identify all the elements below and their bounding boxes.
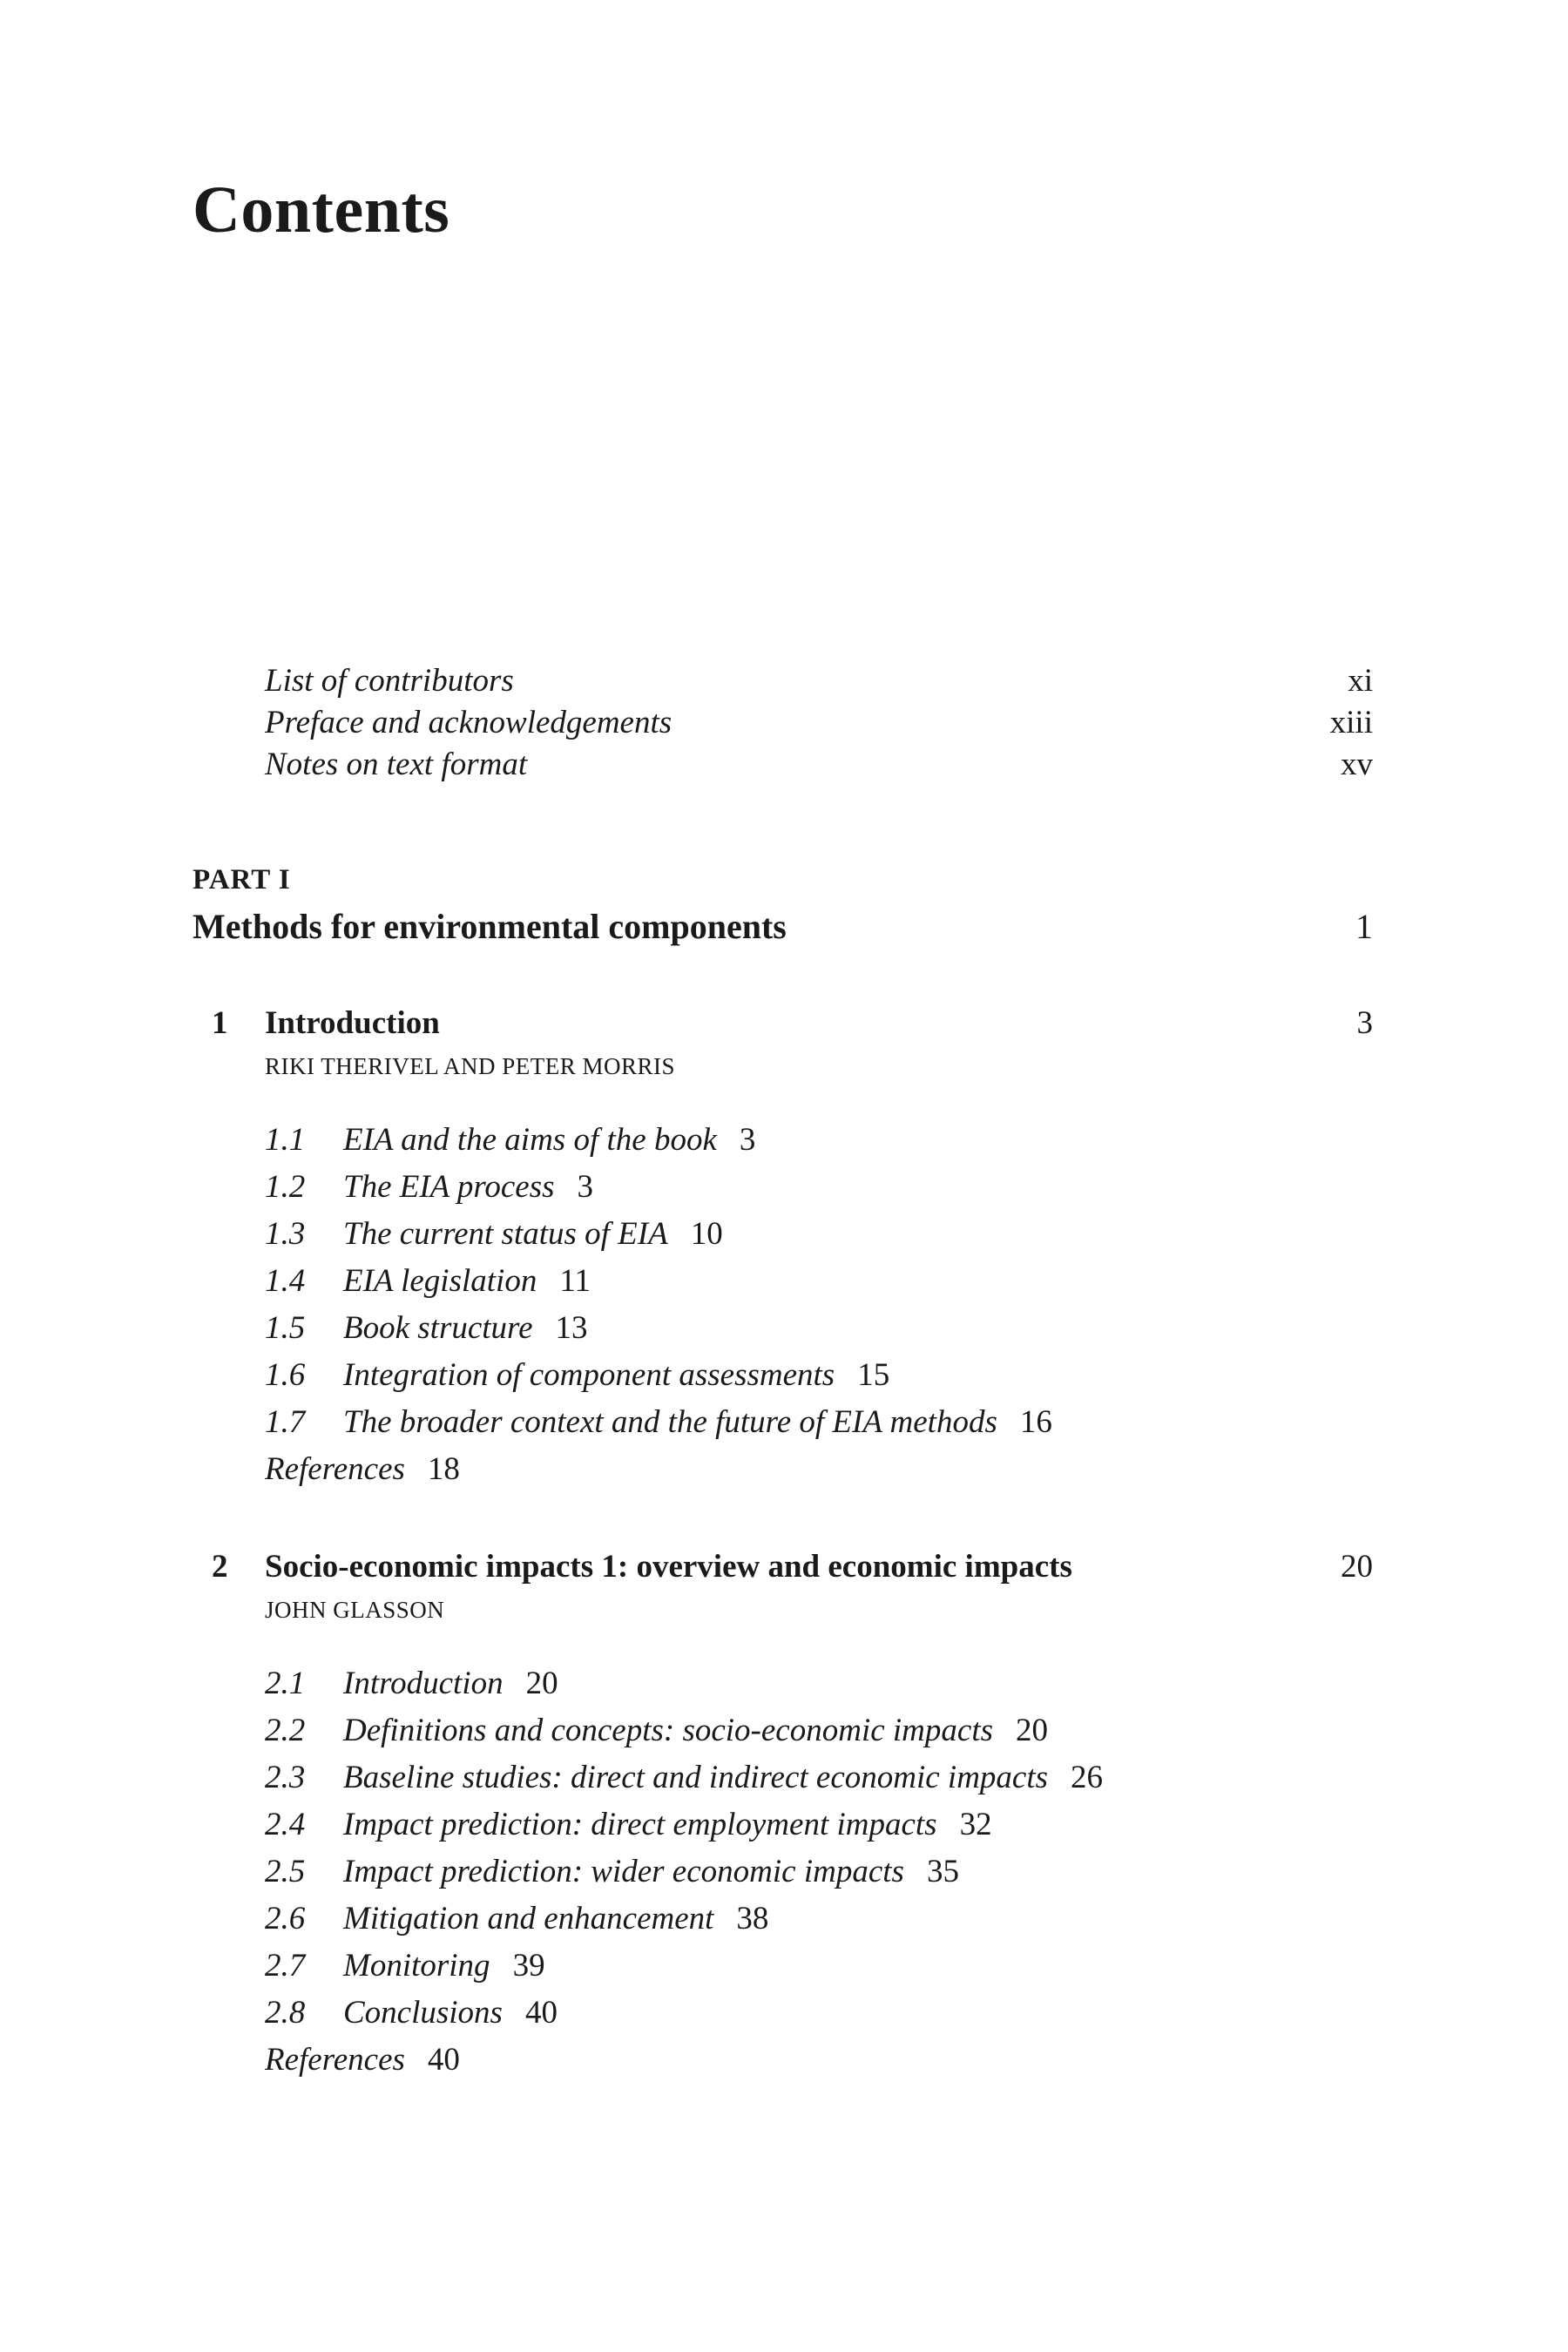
section-number: 2.7 (265, 1948, 306, 1984)
front-matter-item (265, 744, 1373, 786)
section-page: 10 (690, 1216, 723, 1252)
references-item (265, 1446, 1373, 1493)
part-label: PART I (193, 864, 291, 896)
section-list (265, 1660, 1373, 2084)
front-matter-item (265, 660, 1373, 702)
section-title: Impact prediction: direct employment impacts (343, 1807, 937, 1842)
chapter-heading (193, 1000, 1373, 1047)
section-title: Mitigation and enhancement (343, 1901, 714, 1936)
section-title: Introduction (343, 1666, 504, 1701)
section-title: Conclusions (343, 1995, 503, 2031)
section-page: 40 (524, 1995, 558, 2031)
section-item (265, 1399, 1373, 1446)
section-number: 1.7 (265, 1404, 306, 1440)
section-list (265, 1117, 1373, 1493)
front-matter-item (265, 702, 1373, 744)
section-item (265, 1754, 1373, 1801)
chapter-number: 1 (212, 1005, 228, 1041)
references-title: References (265, 2042, 405, 2078)
front-matter-label: Notes on text format (265, 747, 528, 782)
chapter-page: 20 (1341, 1549, 1373, 1585)
section-title: Integration of component assessments (343, 1357, 835, 1393)
section-title: Monitoring (343, 1948, 490, 1984)
references-item (265, 2037, 1373, 2084)
front-matter-label: List of contributors (265, 663, 514, 699)
section-page: 16 (1019, 1404, 1052, 1440)
section-item (265, 1896, 1373, 1943)
chapter-2 (193, 1544, 1373, 2084)
section-title: Book structure (343, 1310, 533, 1346)
section-item (265, 1164, 1373, 1211)
chapter-heading (193, 1544, 1373, 1591)
section-item (265, 1660, 1373, 1707)
section-number: 1.1 (265, 1122, 306, 1158)
chapter-authors: JOHN GLASSON (265, 1597, 445, 1623)
section-item (265, 1848, 1373, 1896)
section-title: The EIA process (343, 1169, 555, 1205)
section-title: The broader context and the future of EIA methods (343, 1404, 997, 1440)
front-matter-page: xiii (1329, 705, 1373, 740)
section-title: The current status of EIA (343, 1216, 668, 1252)
section-page: 15 (857, 1357, 890, 1393)
references-page: 18 (427, 1451, 460, 1487)
front-matter-page: xi (1348, 663, 1373, 699)
section-item (265, 1305, 1373, 1352)
section-page: 38 (736, 1901, 769, 1936)
front-matter-list (265, 660, 1373, 786)
section-item (265, 1990, 1373, 2037)
front-matter-label: Preface and acknowledgements (265, 705, 672, 740)
section-page: 11 (559, 1263, 591, 1299)
section-page: 3 (577, 1169, 594, 1205)
section-number: 2.3 (265, 1760, 306, 1795)
part-page: 1 (1355, 907, 1373, 946)
section-title: Baseline studies: direct and indirect economic impacts (343, 1760, 1049, 1795)
section-number: 2.2 (265, 1713, 306, 1748)
section-title: EIA and the aims of the book (343, 1122, 717, 1158)
page-title: Contents (193, 173, 450, 247)
section-number: 2.4 (265, 1807, 306, 1842)
section-page: 39 (512, 1948, 545, 1984)
section-number: 1.3 (265, 1216, 306, 1252)
section-item (265, 1801, 1373, 1848)
section-page: 13 (555, 1310, 588, 1346)
section-page: 3 (739, 1122, 756, 1158)
section-number: 2.1 (265, 1666, 306, 1701)
section-item (265, 1707, 1373, 1754)
references-page: 40 (427, 2042, 460, 2078)
section-item (265, 1352, 1373, 1399)
section-page: 26 (1071, 1760, 1104, 1795)
chapter-page: 3 (1356, 1005, 1373, 1041)
section-title: EIA legislation (343, 1263, 537, 1299)
chapter-authors: RIKI THERIVEL AND PETER MORRIS (265, 1053, 676, 1079)
section-title: Impact prediction: wider economic impacts (343, 1854, 904, 1889)
section-page: 20 (525, 1666, 558, 1701)
part-title: Methods for environmental components (193, 907, 787, 946)
section-page: 20 (1016, 1713, 1048, 1748)
section-number: 1.6 (265, 1357, 306, 1393)
front-matter-page: xv (1341, 747, 1373, 782)
part-heading (193, 902, 1373, 951)
section-title: Definitions and concepts: socio-economic impacts (343, 1713, 993, 1748)
section-number: 2.8 (265, 1995, 306, 2031)
section-page: 32 (959, 1807, 992, 1842)
section-number: 2.5 (265, 1854, 306, 1889)
section-item (265, 1258, 1373, 1305)
section-number: 1.5 (265, 1310, 306, 1346)
section-item (265, 1117, 1373, 1164)
section-item (265, 1943, 1373, 1990)
references-title: References (265, 1451, 405, 1487)
chapter-number: 2 (212, 1549, 228, 1585)
section-number: 1.4 (265, 1263, 306, 1299)
chapter-1 (193, 1000, 1373, 1493)
chapter-title: Introduction (265, 1005, 440, 1041)
section-page: 35 (926, 1854, 959, 1889)
section-number: 1.2 (265, 1169, 306, 1205)
section-item (265, 1211, 1373, 1258)
section-number: 2.6 (265, 1901, 306, 1936)
chapter-title: Socio-economic impacts 1: overview and economic impacts (265, 1549, 1072, 1585)
